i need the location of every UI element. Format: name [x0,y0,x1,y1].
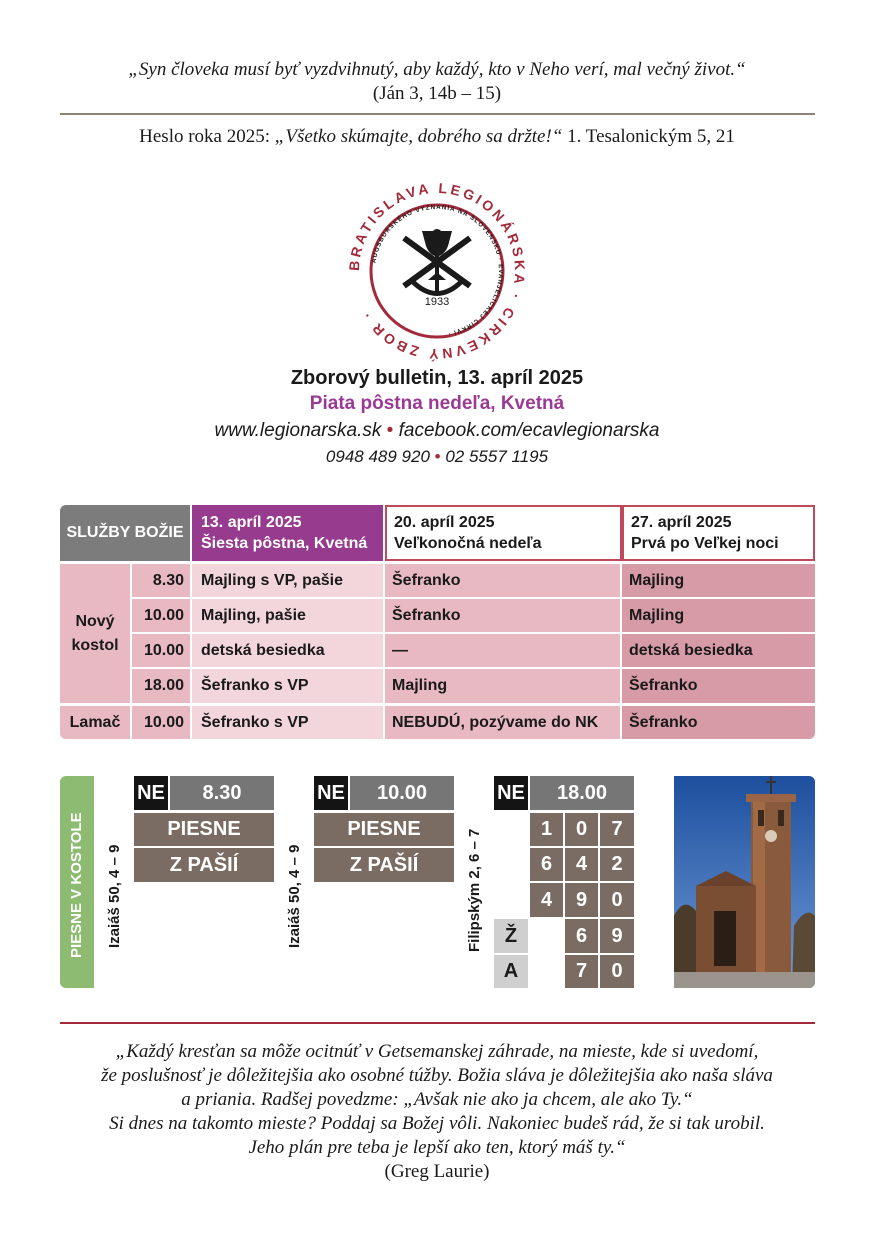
service-cell: Šefranko [385,564,620,597]
day-badge: NE [494,776,528,810]
facebook-link[interactable]: facebook.com/ecavlegionarska [398,420,660,441]
hymn-digit: 4 [565,848,598,881]
quote-line: „Každý kresťan sa môže ocitnúť v Getsemanskej záhrade, na mieste, kde si uvedomí, [115,1041,759,1062]
column-header-2 [385,505,622,561]
hymn-digit: 6 [565,919,598,953]
quote-line: že poslušnosť je dôležitejšia ako osobné túžby. Božia sláva je dôležitejšia ako naša sláva [101,1065,773,1086]
time-cell: 8.30 [132,564,190,597]
reading-label: Izaiáš 50, 4 – 9 [286,844,303,948]
hymn-digit: 2 [600,848,634,881]
church-logo [342,176,532,366]
column-name: Veľkonočná nedeľa [394,535,542,552]
hymn-digit: 7 [600,813,634,846]
column-header-1 [192,505,383,561]
quote-line: Si dnes na takomto mieste? Poddaj sa Božej vôli. Nakoniec budeš rád, že si tak urobil. [109,1113,765,1134]
top-quote-ref: (Ján 3, 14b – 15) [372,83,502,104]
svg-text:BRATISLAVA LEGIONÁRSKA · CIRKE: BRATISLAVA LEGIONÁRSKA · CIRKEVNÝ ZBOR · [345,179,529,363]
hymn-digit: 1 [530,813,563,846]
quote-line: Jeho plán pre teba je lepší ako ten, ktorý máš ty.“ [248,1137,626,1158]
place-lamac: Lamač [60,706,130,739]
svg-text:AUGSBURSKÉHO VYZNANIA NA SLOVE: AUGSBURSKÉHO VYZNANIA NA SLOVENSKU · EVANJELICKEJ CIRKVI · [370,203,505,338]
bottom-quote [0,1040,874,1184]
day-badge: NE [314,776,348,810]
contact-phone [0,444,874,470]
services-label: SLUŽBY BOŽIE [60,505,190,561]
column-name: Šiesta pôstna, Kvetná [201,535,368,552]
bulletin-header [0,365,874,470]
motto-ref: 1. Tesalonickým 5, 21 [562,126,735,147]
column-date: 27. apríl 2025 [631,514,732,531]
motto-prefix: Heslo roka 2025: [139,126,275,147]
column-date: 13. apríl 2025 [201,514,302,531]
service-time: 18.00 [530,776,634,810]
service-cell: — [385,634,620,667]
top-quote [0,58,874,106]
songs-side-bar [60,776,94,988]
hymn-digit: 0 [565,813,598,846]
time-cell: 10.00 [132,599,190,632]
songs-line-2: Z PAŠIÍ [314,848,454,882]
separator-dot: • [434,447,441,466]
bulletin-title: Zborový bulletin, 13. apríl 2025 [290,367,584,389]
separator-dot: • [386,420,394,441]
service-cell: Majling [622,599,815,632]
reading-label: Izaiáš 50, 4 – 9 [106,844,123,948]
contact-web [0,418,874,444]
hymn-digit: 0 [600,955,634,988]
songs-line-1: PIESNE [314,813,454,846]
time-cell: 18.00 [132,669,190,703]
website-link[interactable]: www.legionarska.sk [214,420,382,441]
hymn-row-label: A [494,955,528,988]
quote-line: a priania. Radšej povedzme: „Avšak nie ako ja chcem, ale ako Ty.“ [181,1089,693,1110]
hymn-digit: 9 [565,883,598,917]
service-cell: detská besiedka [622,634,815,667]
quote-author: (Greg Laurie) [384,1161,490,1182]
divider-bottom [60,1022,815,1024]
time-cell: 10.00 [132,634,190,667]
service-cell: Šefranko [622,669,815,703]
column-header-3 [622,505,815,561]
svg-text:1933: 1933 [424,296,450,308]
column-date: 20. apríl 2025 [394,514,495,531]
service-cell: detská besiedka [192,634,383,667]
service-cell: Šefranko s VP [192,669,383,703]
hymn-digit: 7 [565,955,598,988]
songs-side-label: PIESNE V KOSTOLE [68,812,85,958]
column-name: Prvá po Veľkej noci [631,535,779,552]
phone-1: 0948 489 920 [325,447,430,466]
service-time: 8.30 [170,776,274,810]
hymn-digit: 4 [530,883,563,917]
service-cell: Šefranko [622,706,815,739]
service-cell: Majling [385,669,620,703]
service-cell: Šefranko [385,599,620,632]
top-quote-text: „Syn človeka musí byť vyzdvihnutý, aby každý, kto v Neho verí, mal večný život.“ [128,59,746,80]
service-cell: Majling [622,564,815,597]
service-cell: NEBUDÚ, pozývame do NK [385,706,620,739]
bulletin-subtitle: Piata pôstna nedeľa, Kvetná [309,393,565,414]
hymn-row-label: Ž [494,919,528,953]
church-photo [674,776,815,988]
service-cell: Majling, pašie [192,599,383,632]
year-motto [0,126,874,148]
time-cell: 10.00 [132,706,190,739]
songs-line-1: PIESNE [134,813,274,846]
place-novy-kostol: Nový kostol [60,564,130,703]
day-badge: NE [134,776,168,810]
divider-top [60,113,815,115]
hymn-digit: 0 [600,883,634,917]
service-cell: Šefranko s VP [192,706,383,739]
service-time: 10.00 [350,776,454,810]
songs-line-2: Z PAŠIÍ [134,848,274,882]
motto-quote: „Všetko skúmajte, dobrého sa držte!“ [274,126,563,147]
hymn-digit: 6 [530,848,563,881]
reading-label: Filipským 2, 6 – 7 [466,828,483,952]
service-cell: Majling s VP, pašie [192,564,383,597]
hymn-digit: 9 [600,919,634,953]
phone-2: 02 5557 1195 [445,447,549,466]
